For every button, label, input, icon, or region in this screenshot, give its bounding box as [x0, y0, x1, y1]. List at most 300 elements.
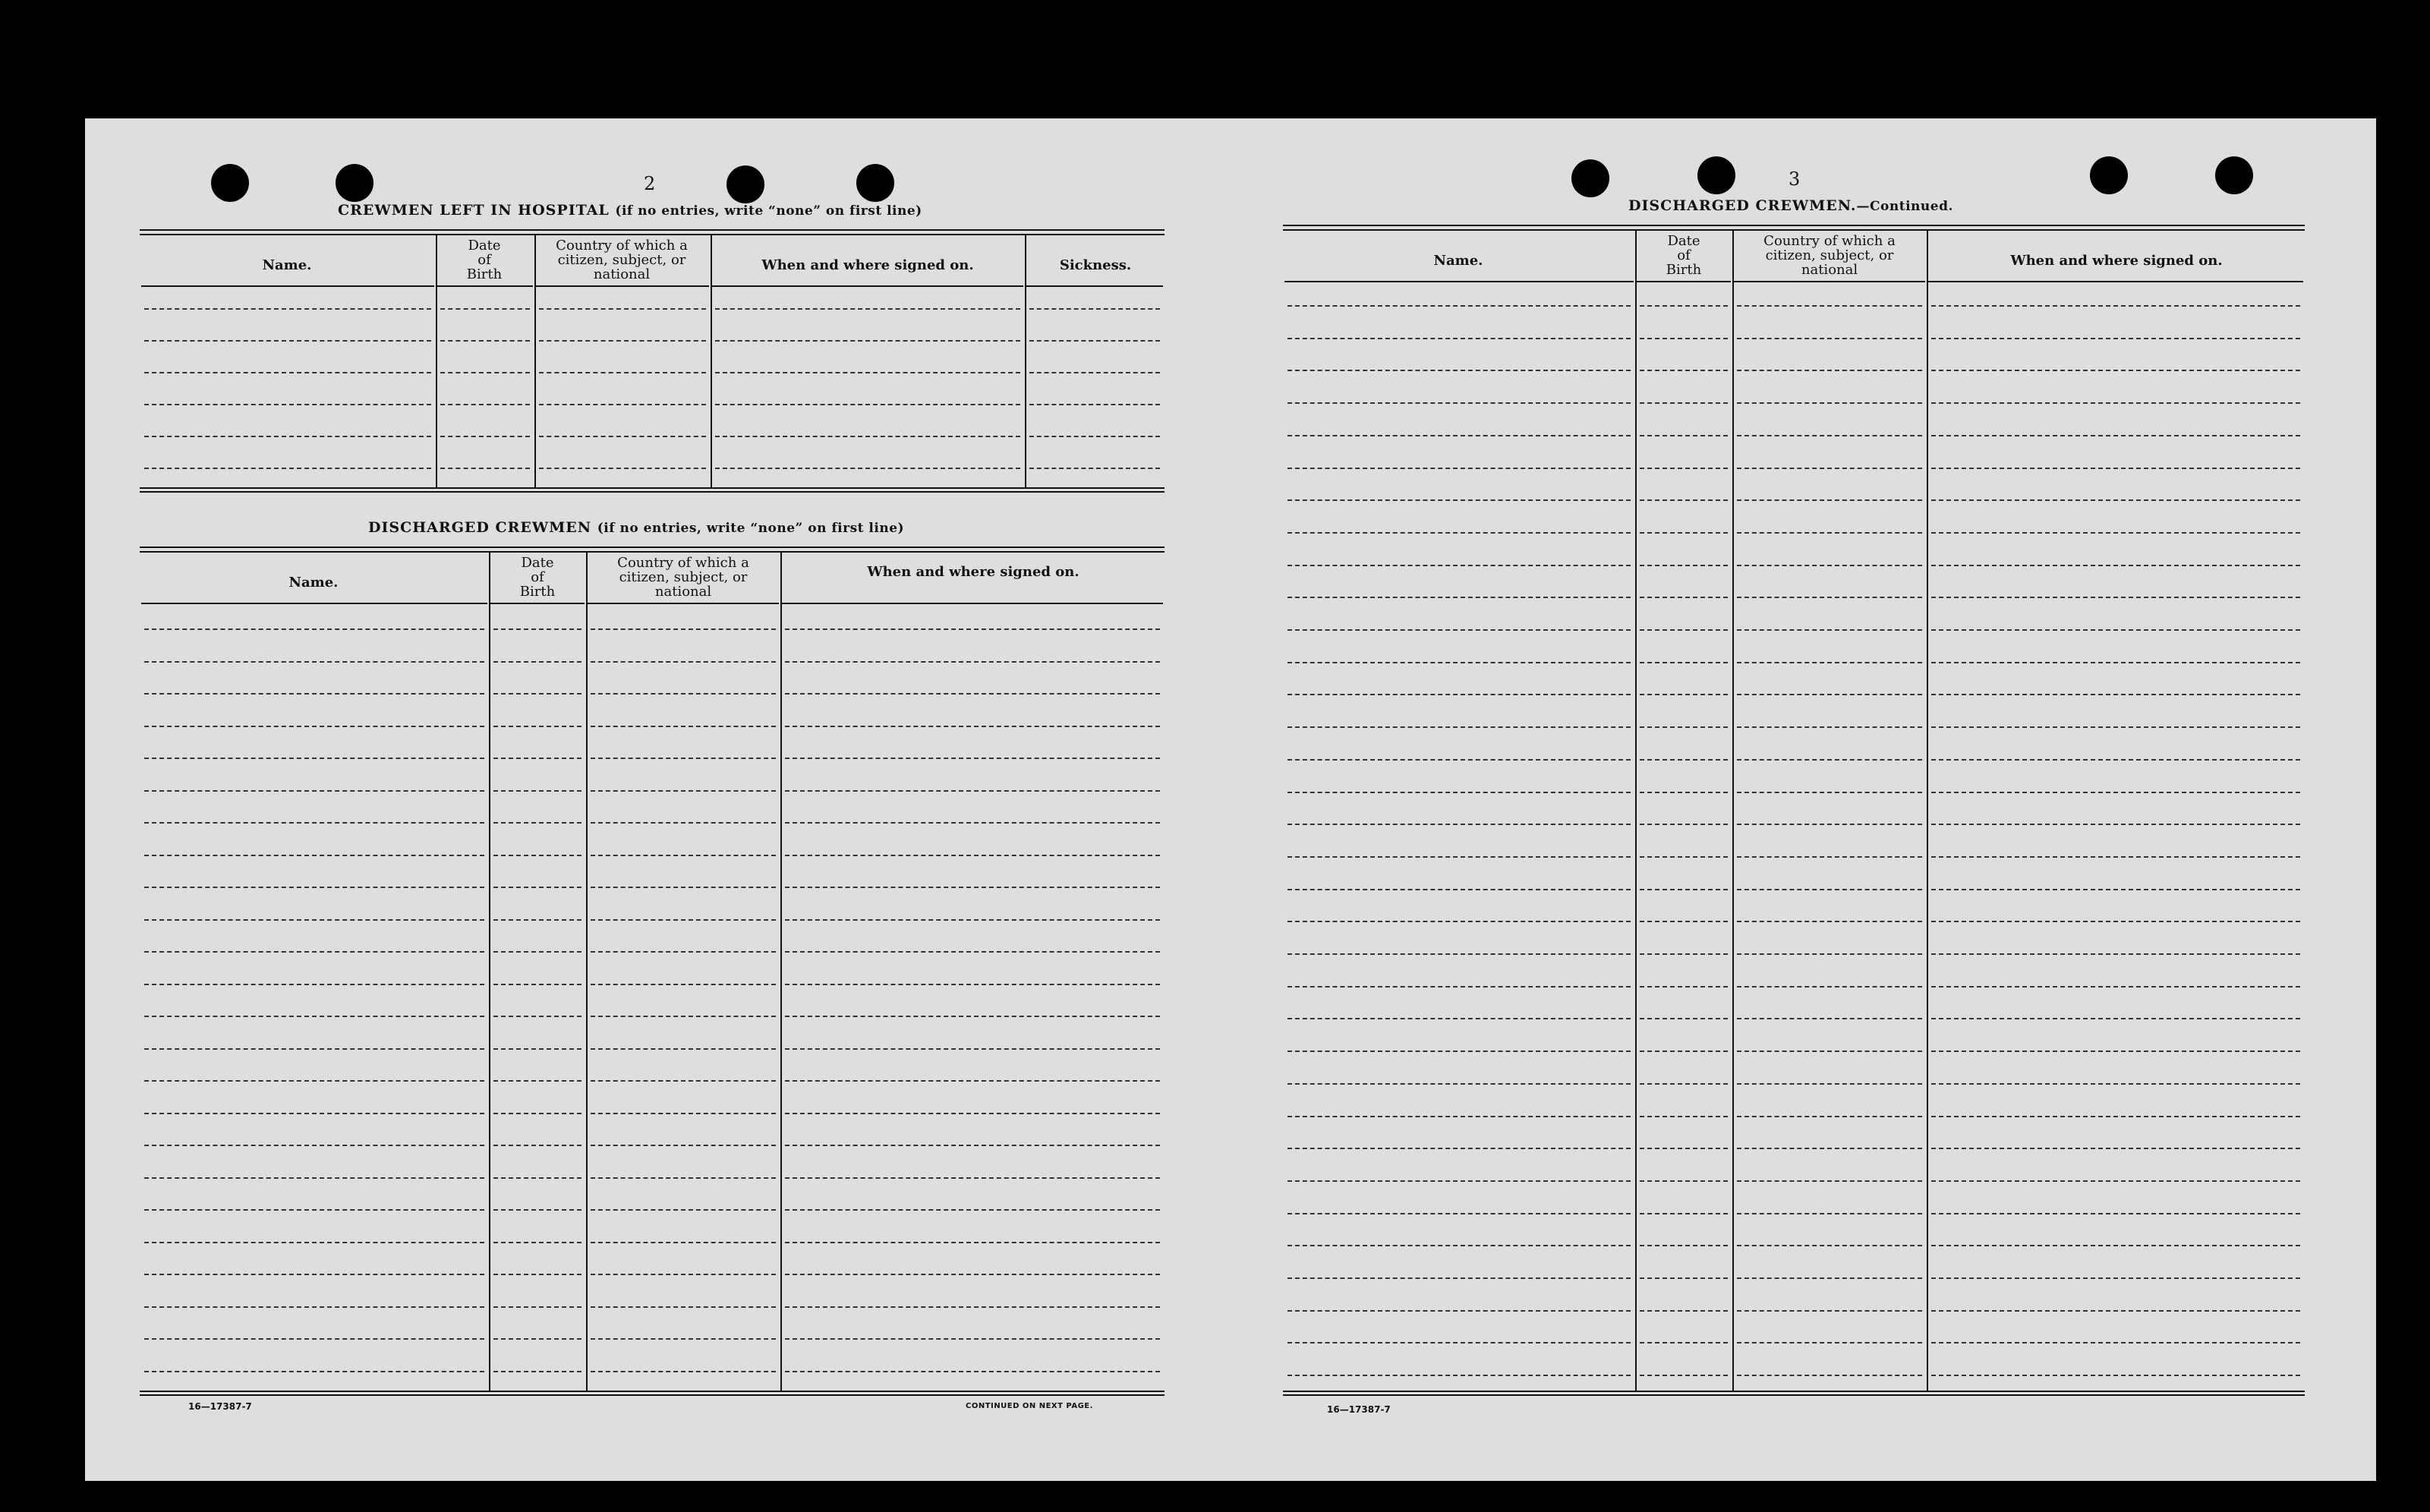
ruled-line	[493, 951, 581, 953]
ruled-line	[1287, 1180, 1631, 1182]
column-separator	[489, 553, 490, 1391]
ruled-line	[144, 951, 484, 953]
ruled-line	[1287, 532, 1631, 534]
ruled-line	[1287, 402, 1631, 404]
ruled-line	[1931, 532, 2300, 534]
header-underline	[588, 603, 779, 604]
ruled-line	[539, 372, 706, 373]
column-header-date-of-birth: Date of Birth	[519, 555, 556, 600]
ruled-line	[1737, 402, 1922, 404]
ruled-line	[1640, 435, 1728, 436]
column-header-country: Country of which a citizen, subject, or national	[1763, 233, 1896, 278]
ruled-line	[1737, 1245, 1922, 1246]
column-separator	[1927, 231, 1928, 1391]
ruled-line	[493, 1371, 581, 1372]
bottom-rule	[140, 487, 1165, 489]
ruled-line	[1287, 1018, 1631, 1019]
ruled-line	[493, 1338, 581, 1340]
ruled-line	[1737, 1116, 1922, 1117]
ruled-line	[440, 436, 530, 437]
ruled-line	[1640, 499, 1728, 501]
ruled-line	[493, 1080, 581, 1082]
ruled-line	[785, 887, 1160, 888]
ruled-line	[144, 693, 484, 695]
ruled-line	[1287, 1083, 1631, 1085]
table-rule	[140, 229, 1165, 231]
ruled-line	[591, 693, 776, 695]
ruled-line	[1029, 372, 1160, 373]
bottom-rule	[1283, 1394, 2305, 1396]
ruled-line	[144, 1177, 484, 1179]
ruled-line	[493, 1177, 581, 1179]
page-number: 2	[644, 173, 656, 194]
ruled-line	[1287, 629, 1631, 631]
ruled-line	[1931, 856, 2300, 858]
ruled-line	[539, 340, 706, 342]
ruled-line	[539, 436, 706, 437]
table-rule	[140, 234, 1165, 235]
ruled-line	[1931, 1375, 2300, 1376]
column-header-when-where-signed-on: When and where signed on.	[867, 564, 1079, 580]
ruled-line	[144, 822, 484, 824]
ruled-line	[493, 887, 581, 888]
ruled-line	[785, 951, 1160, 953]
ruled-line	[1029, 308, 1160, 310]
hospital-title-text: CREWMEN LEFT IN HOSPITAL	[338, 202, 610, 219]
ruled-line	[1737, 986, 1922, 988]
discharged-continued-title	[1628, 197, 1953, 214]
punch-hole	[336, 164, 373, 202]
ruled-line	[1640, 629, 1728, 631]
ruled-line	[785, 984, 1160, 985]
ruled-line	[591, 984, 776, 985]
ruled-line	[1640, 824, 1728, 825]
ruled-line	[1640, 338, 1728, 339]
ruled-line	[539, 308, 706, 310]
ruled-line	[785, 758, 1160, 759]
ruled-line	[715, 372, 1020, 373]
ruled-line	[493, 984, 581, 985]
ruled-line	[591, 1306, 776, 1308]
ruled-line	[1931, 597, 2300, 598]
ruled-line	[591, 1177, 776, 1179]
ruled-line	[1737, 305, 1922, 307]
header-underline	[1637, 281, 1731, 282]
ruled-line	[1640, 1245, 1728, 1246]
discharged-section-title	[368, 519, 904, 536]
ruled-line	[1640, 597, 1728, 598]
ruled-line	[591, 951, 776, 953]
ruled-line	[1737, 532, 1922, 534]
ruled-line	[1931, 1277, 2300, 1279]
ruled-line	[715, 308, 1020, 310]
ruled-line	[1287, 1245, 1631, 1246]
ruled-line	[591, 919, 776, 921]
ruled-line	[1737, 953, 1922, 955]
column-header-date-of-birth: Date of Birth	[1666, 233, 1702, 278]
ruled-line	[1640, 565, 1728, 566]
column-separator	[1635, 231, 1637, 1391]
header-underline	[712, 285, 1023, 287]
ruled-line	[1931, 889, 2300, 890]
ruled-line	[1287, 824, 1631, 825]
ruled-line	[1737, 856, 1922, 858]
ruled-line	[785, 1177, 1160, 1179]
ruled-line	[1029, 404, 1160, 405]
ruled-line	[591, 1113, 776, 1114]
continued-on-next-page: CONTINUED ON NEXT PAGE.	[966, 1402, 1093, 1410]
ruled-line	[1029, 468, 1160, 469]
header-underline	[1928, 281, 2303, 282]
header-underline	[437, 285, 533, 287]
ruled-line	[1737, 1310, 1922, 1312]
ruled-line	[1737, 1018, 1922, 1019]
ruled-line	[1931, 662, 2300, 663]
ruled-line	[785, 1209, 1160, 1211]
ruled-line	[144, 726, 484, 727]
ruled-line	[1640, 986, 1728, 988]
punch-hole	[726, 165, 764, 203]
ruled-line	[591, 1371, 776, 1372]
ruled-line	[1737, 370, 1922, 371]
ruled-line	[1737, 694, 1922, 695]
ruled-line	[785, 726, 1160, 727]
ruled-line	[1737, 1277, 1922, 1279]
table-rule	[1283, 225, 2305, 226]
punch-hole	[2215, 156, 2253, 194]
ruled-line	[1287, 1277, 1631, 1279]
ruled-line	[1287, 986, 1631, 988]
bottom-rule	[140, 491, 1165, 493]
ruled-line	[1931, 792, 2300, 793]
column-header-sickness: Sickness.	[1059, 257, 1132, 273]
ruled-line	[1640, 1277, 1728, 1279]
discharged-table	[140, 547, 1165, 1397]
ruled-line	[440, 340, 530, 342]
ruled-line	[144, 661, 484, 663]
ruled-line	[785, 855, 1160, 856]
ruled-line	[1737, 824, 1922, 825]
ruled-line	[1737, 921, 1922, 922]
column-separator	[711, 235, 712, 487]
ruled-line	[1737, 1083, 1922, 1085]
ruled-line	[144, 1274, 484, 1275]
discharged-instruction: (if no entries, write “none” on first line)	[597, 521, 905, 536]
punch-hole	[2090, 156, 2128, 194]
ruled-line	[715, 404, 1020, 405]
ruled-line	[144, 1016, 484, 1017]
ruled-line	[493, 1242, 581, 1243]
ruled-line	[1287, 792, 1631, 793]
ruled-line	[1287, 1051, 1631, 1052]
ruled-line	[1287, 1342, 1631, 1343]
ruled-line	[539, 468, 706, 469]
ruled-line	[1287, 1148, 1631, 1149]
ruled-line	[591, 1080, 776, 1082]
ruled-line	[493, 1016, 581, 1017]
discharged-continued-table	[1283, 225, 2305, 1397]
ruled-line	[1931, 565, 2300, 566]
ruled-line	[1737, 1375, 1922, 1376]
ruled-line	[1931, 370, 2300, 371]
ruled-line	[1931, 726, 2300, 728]
ruled-line	[591, 855, 776, 856]
ruled-line	[493, 919, 581, 921]
ruled-line	[144, 1080, 484, 1082]
continued-label: —Continued.	[1856, 199, 1953, 214]
ruled-line	[144, 1338, 484, 1340]
ruled-line	[1640, 921, 1728, 922]
ruled-line	[1931, 921, 2300, 922]
ruled-line	[493, 726, 581, 727]
ruled-line	[1737, 889, 1922, 890]
ruled-line	[1931, 629, 2300, 631]
ruled-line	[144, 1209, 484, 1211]
ruled-line	[1287, 1116, 1631, 1117]
ruled-line	[1931, 1116, 2300, 1117]
ruled-line	[1737, 468, 1922, 469]
ruled-line	[1640, 1375, 1728, 1376]
hospital-instruction: (if no entries, write “none” on first line)	[615, 203, 922, 219]
ruled-line	[144, 790, 484, 792]
ruled-line	[785, 628, 1160, 630]
ruled-line	[493, 1048, 581, 1050]
ruled-line	[1640, 953, 1728, 955]
ruled-line	[1287, 953, 1631, 955]
ruled-line	[1029, 340, 1160, 342]
ruled-line	[539, 404, 706, 405]
column-header-name: Name.	[1433, 253, 1483, 269]
ruled-line	[1287, 435, 1631, 436]
ruled-line	[1931, 953, 2300, 955]
ruled-line	[440, 404, 530, 405]
ruled-line	[144, 1242, 484, 1243]
ruled-line	[785, 1371, 1160, 1372]
ruled-line	[1931, 1018, 2300, 1019]
ruled-line	[144, 984, 484, 985]
ruled-line	[1287, 499, 1631, 501]
ruled-line	[493, 855, 581, 856]
ruled-line	[1640, 1051, 1728, 1052]
header-underline	[782, 603, 1163, 604]
ruled-line	[1640, 694, 1728, 695]
hospital-table	[140, 229, 1165, 499]
ruled-line	[144, 1145, 484, 1146]
ruled-line	[1640, 1342, 1728, 1343]
ruled-line	[591, 726, 776, 727]
ruled-line	[1931, 986, 2300, 988]
ruled-line	[1287, 370, 1631, 371]
ruled-line	[591, 661, 776, 663]
ruled-line	[1287, 305, 1631, 307]
ruled-line	[1931, 402, 2300, 404]
column-separator	[780, 553, 782, 1391]
ruled-line	[1287, 338, 1631, 339]
ruled-line	[144, 372, 431, 373]
ruled-line	[1640, 532, 1728, 534]
ruled-line	[1737, 1213, 1922, 1214]
ruled-line	[1640, 662, 1728, 663]
page-number: 3	[1789, 169, 1801, 190]
ruled-line	[144, 919, 484, 921]
ruled-line	[1737, 1342, 1922, 1343]
document-sheet	[85, 118, 2376, 1481]
ruled-line	[715, 436, 1020, 437]
ruled-line	[785, 1048, 1160, 1050]
ruled-line	[1287, 662, 1631, 663]
ruled-line	[591, 887, 776, 888]
ruled-line	[785, 1242, 1160, 1243]
ruled-line	[785, 1145, 1160, 1146]
ruled-line	[1640, 402, 1728, 404]
ruled-line	[440, 468, 530, 469]
ruled-line	[1737, 597, 1922, 598]
ruled-line	[1931, 694, 2300, 695]
ruled-line	[493, 1306, 581, 1308]
punch-hole	[1697, 156, 1735, 194]
ruled-line	[1931, 1342, 2300, 1343]
ruled-line	[1931, 1180, 2300, 1182]
ruled-line	[1737, 1148, 1922, 1149]
ruled-line	[1931, 1245, 2300, 1246]
column-header-date-of-birth: Date of Birth	[466, 238, 503, 282]
ruled-line	[591, 822, 776, 824]
ruled-line	[785, 822, 1160, 824]
column-separator	[534, 235, 536, 487]
column-separator	[436, 235, 437, 487]
column-separator	[1025, 235, 1026, 487]
ruled-line	[1931, 824, 2300, 825]
ruled-line	[785, 1016, 1160, 1017]
ruled-line	[493, 1145, 581, 1146]
ruled-line	[144, 1371, 484, 1372]
column-header-name: Name.	[262, 257, 312, 273]
ruled-line	[1737, 629, 1922, 631]
table-rule	[140, 551, 1165, 553]
punch-hole	[856, 164, 894, 202]
ruled-line	[591, 1209, 776, 1211]
punch-hole	[211, 164, 249, 202]
ruled-line	[493, 1274, 581, 1275]
form-code: 16—17387-7	[188, 1401, 252, 1412]
header-underline	[1026, 285, 1163, 287]
ruled-line	[493, 628, 581, 630]
ruled-line	[1640, 305, 1728, 307]
ruled-line	[144, 436, 431, 437]
bottom-rule	[140, 1391, 1165, 1392]
punch-hole	[1571, 159, 1609, 197]
ruled-line	[1931, 435, 2300, 436]
ruled-line	[591, 758, 776, 759]
ruled-line	[144, 855, 484, 856]
column-header-when-where-signed-on: When and where signed on.	[2010, 253, 2223, 269]
ruled-line	[493, 822, 581, 824]
ruled-line	[493, 661, 581, 663]
ruled-line	[785, 1306, 1160, 1308]
ruled-line	[440, 372, 530, 373]
ruled-line	[1287, 1213, 1631, 1214]
ruled-line	[1640, 792, 1728, 793]
ruled-line	[1931, 1051, 2300, 1052]
ruled-line	[493, 758, 581, 759]
ruled-line	[1931, 1310, 2300, 1312]
ruled-line	[785, 1113, 1160, 1114]
ruled-line	[1287, 597, 1631, 598]
ruled-line	[144, 1113, 484, 1114]
ruled-line	[1640, 889, 1728, 890]
discharged-title-text: DISCHARGED CREWMEN	[368, 519, 592, 536]
ruled-line	[785, 693, 1160, 695]
ruled-line	[591, 1016, 776, 1017]
column-separator	[1732, 231, 1734, 1391]
ruled-line	[1640, 1018, 1728, 1019]
ruled-line	[1737, 1180, 1922, 1182]
ruled-line	[144, 758, 484, 759]
ruled-line	[1640, 1180, 1728, 1182]
ruled-line	[1931, 468, 2300, 469]
form-code: 16—17387-7	[1327, 1404, 1391, 1415]
ruled-line	[144, 887, 484, 888]
ruled-line	[144, 404, 431, 405]
ruled-line	[1737, 759, 1922, 761]
ruled-line	[1640, 1083, 1728, 1085]
discharged-continued-text: DISCHARGED CREWMEN.	[1628, 197, 1857, 214]
ruled-line	[1931, 499, 2300, 501]
ruled-line	[1737, 435, 1922, 436]
ruled-line	[1640, 1310, 1728, 1312]
ruled-line	[1029, 436, 1160, 437]
ruled-line	[1640, 856, 1728, 858]
ruled-line	[785, 661, 1160, 663]
header-underline	[536, 285, 709, 287]
ruled-line	[1287, 856, 1631, 858]
ruled-line	[785, 790, 1160, 792]
ruled-line	[1737, 499, 1922, 501]
ruled-line	[1287, 921, 1631, 922]
ruled-line	[1287, 694, 1631, 695]
ruled-line	[715, 468, 1020, 469]
bottom-rule	[1283, 1391, 2305, 1392]
ruled-line	[1640, 1116, 1728, 1117]
ruled-line	[1737, 792, 1922, 793]
ruled-line	[1287, 1375, 1631, 1376]
ruled-line	[440, 308, 530, 310]
ruled-line	[1737, 338, 1922, 339]
column-header-country: Country of which a citizen, subject, or national	[617, 555, 749, 600]
header-underline	[141, 603, 487, 604]
ruled-line	[1640, 468, 1728, 469]
ruled-line	[1737, 565, 1922, 566]
header-underline	[1734, 281, 1925, 282]
ruled-line	[715, 340, 1020, 342]
ruled-line	[1931, 305, 2300, 307]
ruled-line	[144, 1048, 484, 1050]
column-header-when-where-signed-on: When and where signed on.	[761, 257, 974, 273]
ruled-line	[1287, 759, 1631, 761]
table-rule	[140, 547, 1165, 548]
ruled-line	[591, 1048, 776, 1050]
bottom-rule	[140, 1394, 1165, 1396]
ruled-line	[1640, 1213, 1728, 1214]
ruled-line	[1640, 370, 1728, 371]
ruled-line	[591, 1274, 776, 1275]
ruled-line	[591, 1338, 776, 1340]
ruled-line	[591, 1145, 776, 1146]
header-underline	[1284, 281, 1634, 282]
ruled-line	[1287, 468, 1631, 469]
column-header-name: Name.	[288, 575, 339, 591]
ruled-line	[493, 790, 581, 792]
